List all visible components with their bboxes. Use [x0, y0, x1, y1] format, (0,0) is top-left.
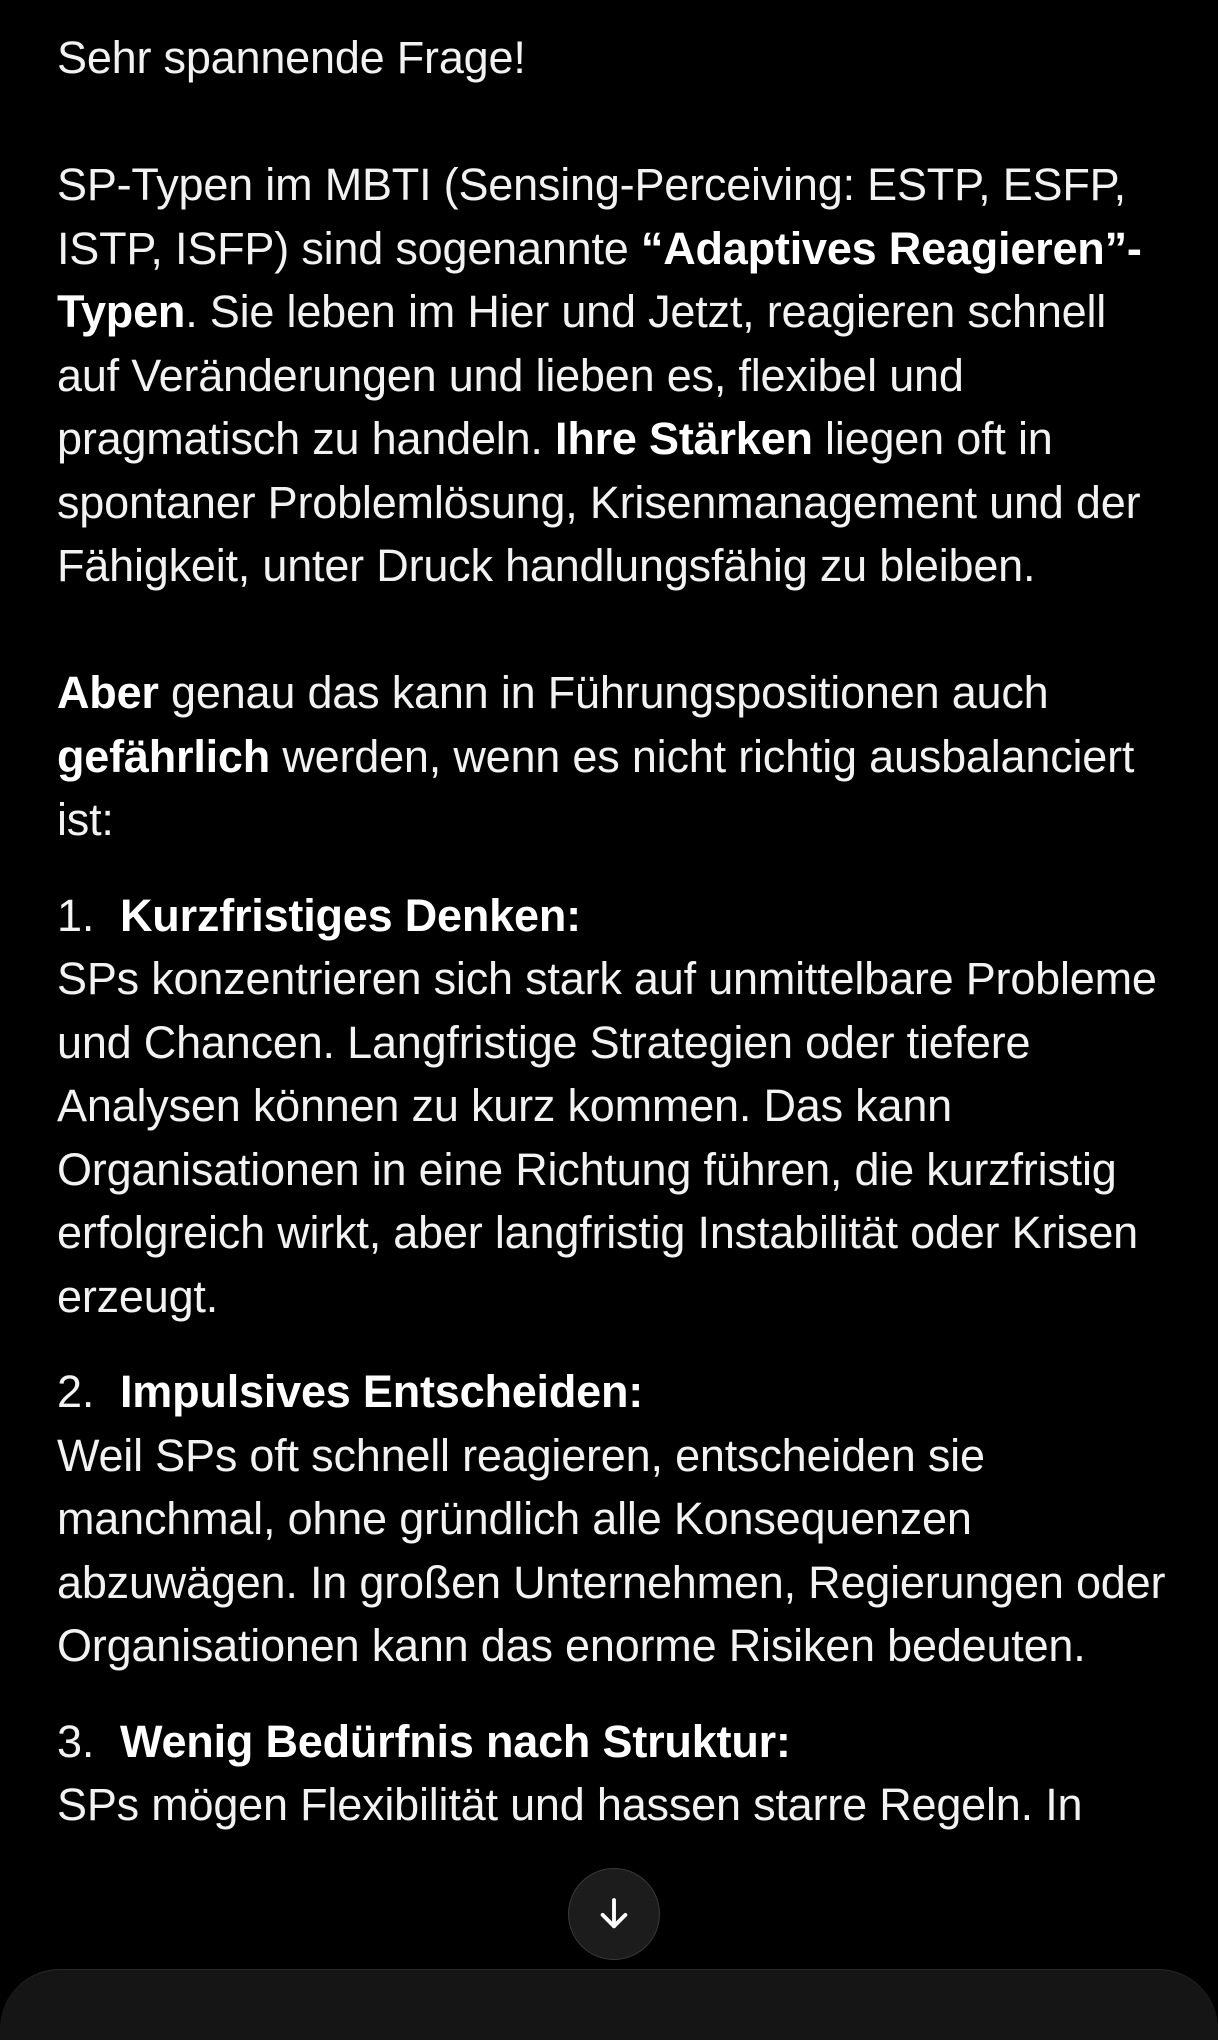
greeting-text: Sehr spannende Frage! [57, 32, 526, 83]
warning-text-1: genau das kann in Führungspositionen auch [158, 667, 1049, 718]
intro-bold-1: “Adaptives Reagieren”-Typen [57, 222, 1142, 337]
warning-paragraph [57, 661, 1167, 852]
list-item-number: 3. [57, 1715, 95, 1767]
composer-panel-edge [0, 1969, 1218, 2040]
assistant-message [57, 26, 1167, 1869]
warning-bold-1: Aber [57, 667, 159, 718]
intro-text-2: . Sie leben im Hier und Jetzt, reagieren schnell auf Veränderungen und lieben es, flexibel und pragmatisch zu handeln. [57, 286, 1107, 464]
warning-text-2: werden, wenn es nicht richtig ausbalanciert ist: [57, 730, 1135, 845]
intro-text-1: SP-Typen im MBTI (Sensing-Perceiving: ESTP, ESFP, ISTP, ISFP) sind sogenannte [57, 159, 1126, 274]
list-item-number: 1. [57, 889, 95, 941]
list-item-number: 2. [57, 1366, 95, 1417]
warning-bold-2: gefährlich [57, 730, 271, 782]
list-item-title: Wenig Bedürfnis nach Struktur: [120, 1715, 791, 1767]
list-item-heading [57, 1360, 1167, 1424]
intro-paragraph [57, 153, 1167, 598]
list-item [57, 1710, 1167, 1837]
intro-bold-2: Ihre Stärken [555, 413, 813, 464]
list-item-title: Impulsives Entscheiden: [120, 1366, 644, 1417]
intro-text-3: liegen oft in spontaner Problemlösung, Krisenmanagement und der Fähigkeit, unter Druck handlungsfähig zu bleiben. [57, 413, 1141, 591]
list-item [57, 884, 1167, 1329]
list-item-heading [57, 884, 1167, 948]
list-item-body: SPs mögen Flexibilität und hassen starre Regeln. In [57, 1779, 1083, 1830]
list-item-title: Kurzfristiges Denken: [120, 889, 581, 941]
list-item-body: Weil SPs oft schnell reagieren, entscheiden sie manchmal, ohne gründlich alle Konsequenzen abzuwägen. In großen Unternehmen, Regierungen oder Organisationen kann das enorme Risiken bedeuten. [57, 1429, 1166, 1671]
scroll-to-bottom-button[interactable] [568, 1868, 660, 1960]
list-item-body: SPs konzentrieren sich stark auf unmittelbare Probleme und Chancen. Langfristige Strategien oder tiefere Analysen können zu kurz kommen. Das kann Organisationen in eine Richtung führen, die kurzfristig erfolgreich wirkt, aber langfristig Instabilität oder Krisen erzeugt. [57, 953, 1157, 1322]
arrow-down-icon [593, 1893, 635, 1935]
list-item [57, 1360, 1167, 1678]
list-item-heading [57, 1710, 1167, 1774]
